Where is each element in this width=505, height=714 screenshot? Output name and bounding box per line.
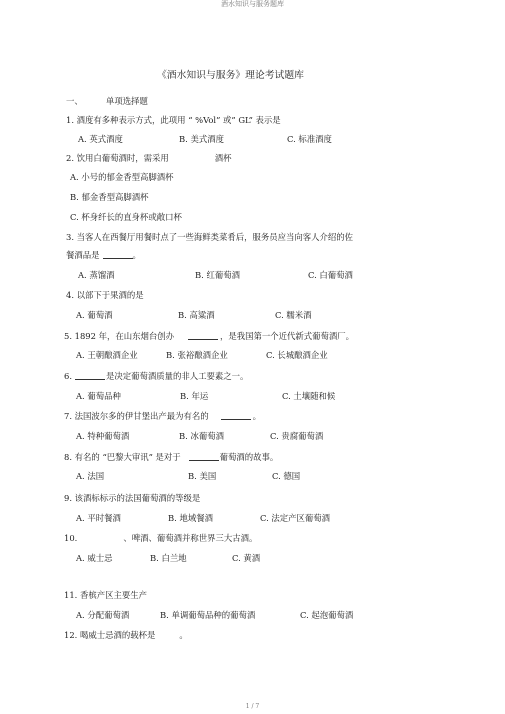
question-3-stem-continued xyxy=(66,250,141,261)
question-4-stem: 4. 以部下于果酒的是 xyxy=(66,290,144,300)
document-title: 《酒水知识与服务》理论考试题库 xyxy=(157,70,304,81)
question-11-option-a: A. 分配葡萄酒 xyxy=(76,610,130,620)
question-2-stem-end: 酒杯 xyxy=(214,153,232,163)
question-3-option-a: A. 蒸馏酒 xyxy=(78,270,115,280)
question-7-stem xyxy=(64,411,261,422)
question-2-option-a: A. 小号的郁金香型高脚酒杯 xyxy=(70,172,174,182)
question-1-option-c: C. 标准酒度 xyxy=(287,134,332,144)
section-number: 一、 xyxy=(66,96,83,106)
question-5-option-a: A. 王朝酿酒企业 xyxy=(76,350,138,360)
question-9-option-b: B. 地域餐酒 xyxy=(168,513,213,523)
question-2-option-b: B. 郁金香型高脚酒杯 xyxy=(70,192,149,202)
question-5-stem xyxy=(64,331,354,342)
question-9-option-a: A. 平时餐酒 xyxy=(76,513,121,523)
question-7-stem-text: 7. 法国波尔多的伊甘堡出产最为有名的 xyxy=(64,411,209,421)
question-1-stem: 1. 酒度有多种表示方式，此项用 “ %Vol” 或” GL” 表示是 xyxy=(66,115,281,125)
question-1-option-a: A. 英式酒度 xyxy=(78,134,123,144)
question-3-option-b: B. 红葡萄酒 xyxy=(195,270,240,280)
question-12-stem-text: 12. 喝威士忌酒的载杯是 xyxy=(64,630,156,640)
question-10-option-a: A. 威士忌 xyxy=(76,553,113,563)
question-8-option-a: A. 法国 xyxy=(76,471,105,481)
question-4-option-b: B. 高粱酒 xyxy=(178,310,215,320)
question-12-stem-end: 。 xyxy=(179,630,188,640)
question-11-option-c: C. 起泡葡萄酒 xyxy=(300,610,354,620)
answer-blank xyxy=(188,331,218,340)
question-2-stem xyxy=(66,153,232,164)
question-5-stem-end: ，是我国第一个近代新式葡萄酒厂。 xyxy=(220,331,355,341)
question-2-option-c: C. 杯身纤长的直身杯或敞口杯 xyxy=(70,212,182,222)
section-heading: 单项选择题 xyxy=(106,96,148,106)
answer-blank xyxy=(221,411,251,420)
question-9-stem: 9. 该酒标标示的法国葡萄酒的等级是 xyxy=(64,493,201,503)
question-8-option-c: C. 德国 xyxy=(272,471,301,481)
question-3-stem-cont-text: 餐酒品是 xyxy=(66,250,100,260)
question-8-stem-text: 8. 有名的 “巴黎大审讯” 是对于 xyxy=(64,452,181,462)
question-2-stem-text: 2. 饮用白葡萄酒时，需采用 xyxy=(66,153,169,163)
question-7-stem-end: 。 xyxy=(252,411,262,421)
question-11-option-b: B. 单调葡萄品种的葡萄酒 xyxy=(160,610,256,620)
question-4-option-a: A. 葡萄酒 xyxy=(76,310,113,320)
question-10-stem xyxy=(64,533,257,544)
question-5-option-c: C. 长城酿酒企业 xyxy=(266,350,328,360)
question-3-stem-end: 。 xyxy=(132,250,141,260)
page-footer: 1 / 7 xyxy=(245,703,260,710)
question-11-stem: 11. 香槟产区主要生产 xyxy=(64,590,147,600)
answer-blank xyxy=(189,452,219,461)
question-5-stem-text: 5. 1892 年，在山东烟台创办 xyxy=(64,331,175,341)
question-4-option-c: C. 糯米酒 xyxy=(275,310,312,320)
answer-blank xyxy=(75,371,105,380)
page-header: 酒水知识与服务题库 xyxy=(221,0,284,8)
question-6-stem-end: 是决定葡萄酒质量的非人工要素之一。 xyxy=(106,371,249,381)
question-3-option-c: C. 白葡萄酒 xyxy=(308,270,353,280)
question-10-option-b: B. 白兰地 xyxy=(150,553,187,563)
question-6-option-a: A. 葡萄品种 xyxy=(76,391,121,401)
question-6-stem xyxy=(64,371,248,382)
question-1-option-b: B. 美式酒度 xyxy=(179,134,224,144)
question-7-option-a: A. 特种葡萄酒 xyxy=(76,431,130,441)
answer-blank xyxy=(103,250,133,259)
question-12-stem xyxy=(64,630,188,641)
question-6-stem-num: 6. xyxy=(64,371,72,381)
question-9-option-c: C. 法定产区葡萄酒 xyxy=(260,513,331,523)
question-8-stem xyxy=(64,452,278,463)
question-10-option-c: C. 黄酒 xyxy=(232,553,261,563)
question-7-option-c: C. 贵腐葡萄酒 xyxy=(270,431,324,441)
question-6-option-b: B. 年运 xyxy=(180,391,209,401)
question-7-option-b: B. 冰葡萄酒 xyxy=(179,431,224,441)
question-8-option-b: B. 美国 xyxy=(188,471,217,481)
question-5-option-b: B. 张裕酿酒企业 xyxy=(166,350,228,360)
question-3-stem: 3. 当客人在西餐厅用餐时点了一些海鲜类菜肴后，服务员应当向客人介绍的佐 xyxy=(66,232,354,242)
question-10-stem-end: 、啤酒、葡萄酒并称世界三大古酒。 xyxy=(123,533,258,543)
question-6-option-c: C. 土壤随和候 xyxy=(282,391,336,401)
question-10-stem-num: 10. xyxy=(64,533,78,543)
question-8-stem-end: 葡萄酒的故事。 xyxy=(219,452,279,462)
